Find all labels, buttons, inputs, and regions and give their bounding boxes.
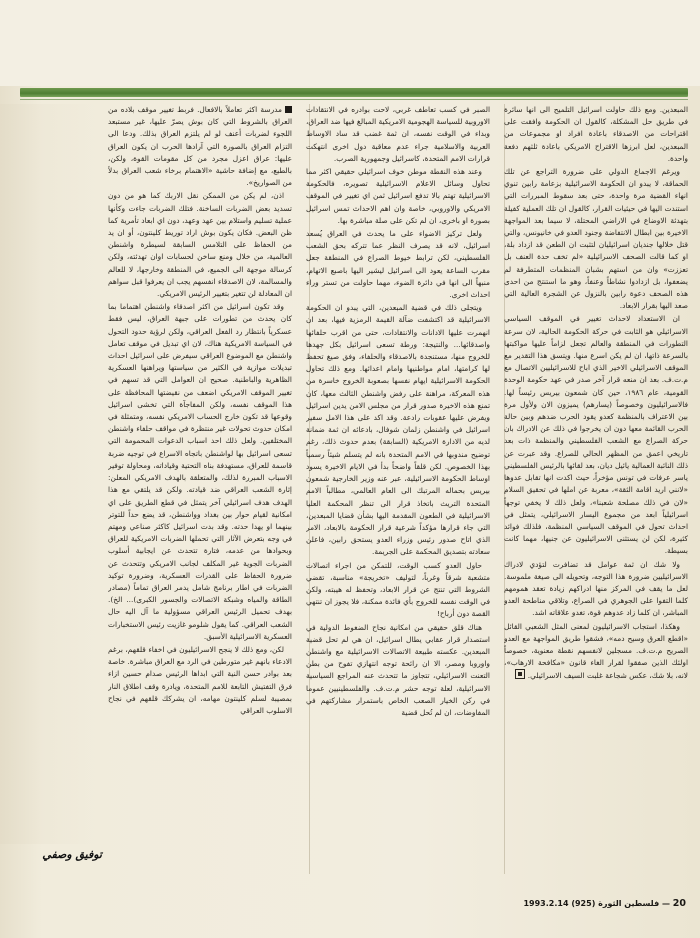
article-columns xyxy=(108,104,688,874)
green-header-rule xyxy=(20,88,688,97)
end-of-article-icon xyxy=(515,669,525,679)
column-middle xyxy=(306,104,490,874)
column-right xyxy=(108,104,292,874)
square-bullet-icon xyxy=(285,106,292,113)
paragraph: المبعدين. ومع ذلك حاولت اسرائيل التلميح الى انها سائرة في طريق حل المشكلة، كالقول ان الحكومة وافقت على اقتراحات من الاصدقاء باعادة افراد او مجموعات من المبعدين، لعل ابرزها الاقتراح الامريكي باعادة ثلثهم دفعة واحدة. xyxy=(504,105,688,163)
paragraph: وعند هذه النقطة موطن خوف اسرائيلي حقيقي اكثر مما تحاول وسائل الاعلام الاسرائيلية تصويره، فالحكومة الاسرائيلية تهتم بالا تدفع اسرائيل ثمن اي تغيير في الموقف الامريكي والاوروبي، خاصة وان اهم الاحداث تمس اسرائيل بصورة او باخرى، ان لم تكن على صلة مباشرة بها. xyxy=(306,167,490,225)
page-footer xyxy=(523,898,686,909)
paragraph xyxy=(504,621,688,683)
left-margin-shadow xyxy=(0,104,100,844)
paragraph: اذن، لم يكن من الممكن نقل الاربك كما هو من دون تسديد بعض الضربات الساخنة. فتلك الضربات جاءت وكأنها عملية تسليم واستلام بين عهد وعهد، دون اي ابعاد تأمرية كما ظن البعض. فكان يكون بوش اراد توريط كلينتون، أو ان يد من الحفاظ على التلامس السابقة لسيطرة واشنطن العالمية، من خلال ومنع ساخن لحسابات اوان تهدئته، ولكن كرسالة موجهة الى الجميع، في المنطقة وخارجها، لا للعالم والمسالمة، لان الاصدقاء انفسهم يجب ان يعرفوا قبل سواهم ان المعادلة لن تتغير بتغيير الرئيس الامريكي. xyxy=(108,191,292,299)
author-byline: توفيق وصفي xyxy=(42,848,102,861)
paragraph: وقد تكون اسرائيل من اكثر اصدقاء واشنطن اهتماما بما كان يحدث من تطورات على جبهة العراق، ليس فقط عسكرياً بانتظار رد الفعل العراقي، ولكن لرؤية حدود التحول في السياسة الامريكية هناك، لان اي تبديل في موقف تعامل واشنطن مع الموضوع العراقي سيفرض على اسرائيل احداث تبديلات موازية في الكثير من سياستها ويراهنها العسكرية الظاهرية والباطنية. صحيح ان العوامل التي قد تسهم في تغيير الموقف الامريكي اضعف من نقيضتها المحافظة على هذا الموقف نفسه، ولكن المفاجآة التي تخشى اسرائيل وقوعها قد تكون خارج الحساب الامريكي نفسه، ومتمثلة في امكان حدوث تحولات غير منتظرة في مواقف حلفاء واشنطن المختلفين. ولعل ذلك احد اسباب الدعوات المحمومة التي تسعى اسرائيل بها لواشنطن باتجاه الاسراع في توجيه ضربة قاسمة للعراق، مستهدفة بناه التحتية وقياداته، ومحاولة توفير الاسباب المبررة لذلك، والمتعلقة بالهدف الامريكي المعلن: إثارة الشعب العراقي ضد قيادته. ولكن قد يلتقي مع هذا الهدف هدف اسرائيلي آخر يتمثل في قطع الطريق على اي امكانية لقيام حوار بين بغداد وواشنطن، قد يضع حداً للتوتر بينهما او يهدا حدته. وقد بدت اسرائيل كاكثر صناعي ومهتم في وجه بتعرض الآثار التي تحملها الضربات الامريكية للعراق وبحوادها من عدمه، فتارة تتحدث عن ايجابية أسلوب الضربات الجوية غير المكلف لجانب الامريكي وتتحدث عن ضرورة الحفاظ على القدرات العسكرية، وضرورة توكيد الضربات في اطار برنامج شامل يدمر العراق تماماً (مصادر الطاقة والمياه وشبكة الاتصالات والجسور الكبرى)... الخ). بهدف تحميل الرئيس العراقي مسؤولية ما آل اليه حال الشعب العراقي. كما يقول شلومو غازيت رئيس الاستخبارات العسكرية الاسرائيلية الأسبق. xyxy=(108,302,292,641)
paragraph: هناك قلق حقيقي من امكانية نجاح الضغوط الدولية في استصدار قرار عقابي يطال اسرائيل، ان هي لم تحل قضية المبعدين. عكسته طبيعة الاتصالات الاسرائيلية مع واشنطن واوروبا ومصر، الا ان رائحة توجه انتهازي تفوح من بطن التعنت الاسرائيلي، تتجاوز ما تتحدث عنه المراجع السياسية الاسرائيلية، لعلة توجه حشر م.ت.ف. والفلسطينيين عموما في ركن الخيار الصعب الخاص باستمرار مشاركتهم في المفاوضات، ان لم تُحل قضية xyxy=(306,622,490,717)
top-margin xyxy=(0,0,700,86)
paragraph: حاول العدو كسب الوقت، للتمكن من اجراء اتصالات متشعبة شرقاً وغرباً، لتوليف «تخريجة» مناسبة، تقضي الشروط التي تنتج عن قرار الابعاد، وتحفظ له هيبته، ولكن في الوقت نفسه للخروج بأي فائدة ممكنة، فلا يجوز ان تنتهي القصة دون أرباح! xyxy=(306,560,490,619)
issue-number: (925) xyxy=(571,899,596,908)
publication-name: — فلسطين الثورة xyxy=(598,899,670,908)
paragraph: ان الاستعداد لاحداث تغيير في الموقف السياسي الاسرائيلي هو الثابت في حركة الحكومة الحالية، لان سرعة التطورات في المنطقة والعالم تجعل لزاماً عليها مواكبتها بالسرعة ذاتها، ان لم يكن اسرع منها. ويتسق هذا التقدير مع الموقف الاسرائيلي الاخير الذي اباح للاسرائيليين الاتصال مع م.ت.ف. بعد ان منعه قرار آخر صدر في عهد حكومة الوحدة القومية، عام ١٩٨٦، حين كان شمعون بيريس رئيساً لها. فالاسرائيليون وخصوصاً (يسارهم) يميزون الان ولأول مرة بين الاعتراف بالمنظمة كعدو يقود الحرب ضدهم وبين حالة الحرب القائمة معها دون ان يخرجوا في ذلك عن الادراك بان حركة الصراع مع الشعب الفلسطيني والمنظمة ذات بعد تاريخي اعمق من المظهر الحالي للصراع. وقد عبرت عن ذلك النائبة العمالية يائيل ديان، بعد لقائها بالرئيس الفلسطيني ياسر عرفات في تونس مؤخراً، حيث اكدت انها تقابل عدوها «لانني اريد اقامة الثقة»، معربة عن املها في تحقيق السلام «لان في ذلك مصلحة شعبنا»، ولعل ذلك لا يخفي توجهاً اسرائيلياً ابعد من مجموع اليسار الاسرائيلي، يتمثل في احداث تحول في الموقف السياسي المنظمة، فلذلك فوائد كثيرة، لكن لن يستثنى الاسرائيليون عن جنيها، مهما كانت بسيطة. xyxy=(504,314,688,556)
paragraph: الصبر في كسب تعاطف غربي، لاحت بوادره في الانتقادات الاوروبية للسياسة الهجومية الامريكية المبالغ فيها ضد العراق، وبداء في الوقت نفسه، ان ثمة غضب قد ساد الاوساط العربية والاسلامية جراء عدم معاقبة دول اخرى انتهكت قرارات الامم المتحدة، كاسرائيل وجمهورية الصرب. xyxy=(306,105,490,163)
paragraph-text: وهكذا، استجاب الاسرائيليون لمعنى المثل الشعبي القائل «اقطع العرق وسيح دمه»، فشقوا طريق المواجهة مع العدو الصريح م.ت.ف. مسجلين لانفسهم نقطة معنوية، خصوصاً اولئك الذين صفقوا لقرار الغاء قانون «مكافحة الارهاب»، لانه، بلا شك، عكس شجاعة غلبت السيف الاسرائيلي. xyxy=(504,621,688,681)
paragraph: ويتجلى ذلك في قضية المبعدين، التي يبدو ان الحكومة الاسرائيلية قد اكتشفت ضآلة القيمة الرمزية فيها، بعد ان انهمرت عليها الادانات والانتقادات، حتى من اقرب حلفائها واصدقائها... والنتيجة: ورطة تسعى اسرائيل بكل جهدها للخروج منها، مستنجدة بالاصدقاء والحلفاء، وفق صيغ تحفظ لها كرامتها، امام مواطنيها وامام اعدائها. ومع ذلك تحاول الحكومة الاسرائيلية ايهام نفسها بصعوبة الخروج خاسرة من هذه المعركة، مراهنة على رفض واشنطن الثالث معها، كان تمنع هذه الاخيرة صدور قرار من مجلس الامن يدين اسرائيل ويفرض عليها عقوبات رادعة. وقد اكد على هذا الامل سفير اسرائيل في واشنطن زلمان شوفال، بادعائه ان ثمة ضمانة لديه من الادارة الامريكية (السابقة) بعدم حدوث ذلك، رغم توضيح مندوبها في الامم المتحدة بانه لم يتسلم شيئاً رسمياً بهذا الخصوص. لكن قلقاً واضحاً بدأ في الايام الاخيرة يسود اوساط الحكومة الاسرائيلية، عبر عنه وزير الخارجية شمعون بيريس بحماله المرتبك الى العام العالمي، مطالباً الامم المتحدة التريث باتخاذ قرار الى تنظر المحكمة العليا الاسرائيلية في الطعون المقدمة اليها بشأن قضايا المبعدين، التي جاء قرارها مؤكداً شرعية قرار الحكومة بالابعاد، الامر الذي اتاح صدور رئيس وزراء العدو يستحق رابين، فاعلن سعادته بتصديق المحكمة على الجريمة. xyxy=(306,303,490,557)
paragraph: ويرغم الاجماع الدولي على ضرورة التراجع عن تلك الحماقة، لا يبدو ان الحكومة الاسرائيلية بزعامة رابين تنوي انهاء القضية مرة واحدة، حتى بعد سقوط المبررات التي استندت اليها في حيثيات القرار، كالقول ان تلك العملية كفيلة بتهدئة الاوضاع في الاراضي المحتلة، لا سيما بعد المواجهة الاخيرة بين ابطال الانتفاضة وجنود العدو في خانيونس، والتي قتل خلالها جنديان اسرائيليان لتثبت ان الطعن قد ازداد بلة، او كما قالت الصحف الاسرائيلية «لم تخف حدة العنف بل تعززت» وان من استهم بشبان المنظمات المتطرفة لم يضعفوا، بل ازدادوا نشاطاً وعنفاً، وهو ما استنتج من احدى هذه الصحف دعوة رابين بالنزول عن الشجرة العالية التي صعد اليها بقرار الابعاد. xyxy=(504,167,688,311)
paragraph: ولا شك ان ثمة عوامل قد تضافرت لتؤدي لادراك الاسرائيليين ضرورة هذا التوجه، وتحويله الى صيغة ملموسة. لعل ما يقف في المركز منها ادراكهم زيادة تعقد همومهم كلما التفوا على الجوهري في الصراع، وتلاقي مناطحة العدو المباشر، ان كلما زاد عدوهم قوة، تغدو علاقاته اشد. xyxy=(504,559,688,618)
paragraph xyxy=(108,104,292,189)
paragraph: ولعل تركيز الاضواء على ما يحدث في العراق يُسعد اسرائيل، لانه قد يصرف النظر عما تتركه بحق الشعب الفلسطيني، لكن ترابط خيوط الصراع في المنطقة جعل مقرب الساعة يعود الى اسرائيل ليشير اليها باصبع الاتهام، منبهاً الى انها في دائرة الضوء، مهما حاولت من تستر وراء احداث اخرى. xyxy=(306,229,490,300)
paragraph: لكن، ومع ذلك لا ينجح الاسرائيليون في اخفاء قلقهم، برغم الادعاء بانهم غير متورطين في الرد مع العراق مباشرة. خاصة بعد بوادر حسن النية التي ابداها الرئيس صدام حسين ازاء فرق التفتيش التابعة للامم المتحدة، ويادرة وقف اطلاق النار بمصيبة لسلم كلينتون مهامه، ان يشركك قلقهم في نجاح الاسلوب العراقي xyxy=(108,644,292,715)
paragraph-text: مدرسة اكثر تعاملاً بالافعال. فربط تغيير موقف بلاده من العراق بالشروط التي كان بوش يصرّ عليها، غير مستبعد اللجوء لضربات أعنف لو لم يلتزم العراق بذلك. ودعا الى التزام العراق بالصورة التي آرادها الحرب ان يكون العراق عليها: عراق اعزل مجرد من كل مقومات القوة، ولكن، بالطبع، مع إضافة حاشية «الاهتمام برخاء شعب العراق بدلاً من الصواريخ». xyxy=(108,105,292,188)
page-number: 20 xyxy=(672,898,686,909)
issue-date: 1993.2.14 xyxy=(523,899,569,908)
column-left xyxy=(504,104,688,874)
